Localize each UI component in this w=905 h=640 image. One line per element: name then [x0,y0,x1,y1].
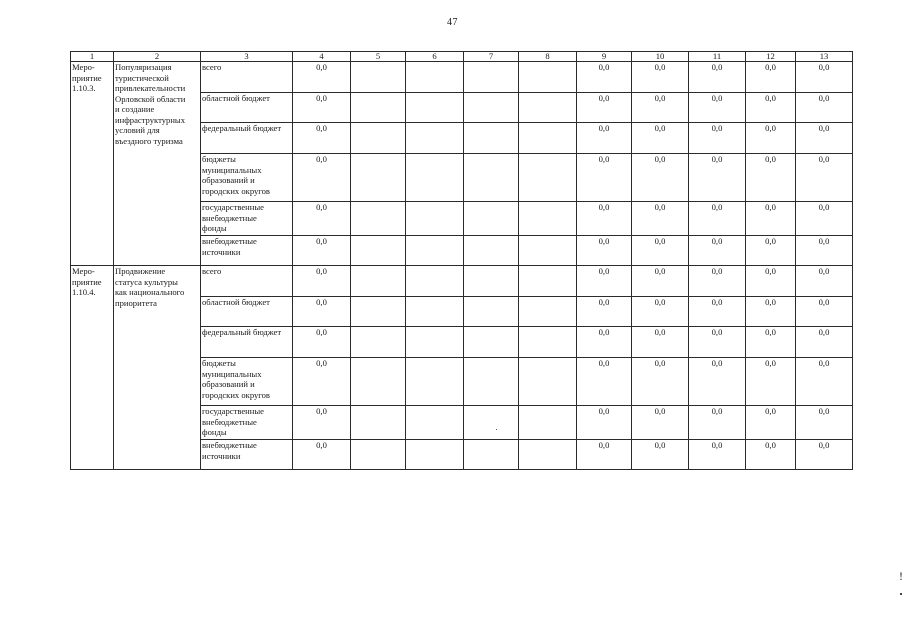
empty-cell [351,266,406,297]
value-cell: 0,0 [293,123,351,154]
funding-source-cell: федеральный бюджет [201,327,293,358]
empty-cell [464,327,519,358]
funding-source-cell: областной бюджет [201,297,293,327]
page-number: 47 [447,17,458,28]
value-cell: 0,0 [577,297,632,327]
value-cell: 0,0 [293,62,351,93]
value-cell: 0,0 [689,297,746,327]
header-cell: 11 [689,52,746,62]
value-cell: 0,0 [632,236,689,266]
value-cell: 0,0 [632,62,689,93]
header-cell: 6 [406,52,464,62]
value-cell: 0,0 [632,266,689,297]
value-cell: 0,0 [689,236,746,266]
empty-cell [519,358,577,406]
value-cell: 0,0 [293,202,351,236]
value-cell: 0,0 [689,266,746,297]
funding-source-cell: федеральный бюджет [201,123,293,154]
value-cell: 0,0 [577,327,632,358]
empty-cell [519,327,577,358]
value-cell: 0,0 [796,266,853,297]
empty-cell [351,440,406,470]
value-cell: 0,0 [632,202,689,236]
empty-cell [464,154,519,202]
empty-cell [464,236,519,266]
header-cell: 3 [201,52,293,62]
empty-cell [464,62,519,93]
value-cell: 0,0 [796,202,853,236]
value-cell: 0,0 [293,154,351,202]
value-cell: 0,0 [746,62,796,93]
empty-cell [351,123,406,154]
value-cell: 0,0 [293,266,351,297]
value-cell: 0,0 [689,62,746,93]
value-cell: 0,0 [577,236,632,266]
empty-cell [464,93,519,123]
empty-cell [464,123,519,154]
edge-dot [900,593,902,595]
value-cell: 0,0 [689,406,746,440]
value-cell: 0,0 [746,266,796,297]
value-cell: 0,0 [689,327,746,358]
value-cell: 0,0 [577,358,632,406]
empty-cell [406,440,464,470]
value-cell: 0,0 [577,406,632,440]
empty-cell [406,202,464,236]
funding-source-cell: областной бюджет [201,93,293,123]
empty-cell [406,236,464,266]
empty-cell [351,297,406,327]
value-cell: 0,0 [746,123,796,154]
value-cell: 0,0 [577,123,632,154]
value-cell: 0,0 [293,93,351,123]
empty-cell [519,406,577,440]
funding-source-cell: всего [201,266,293,297]
value-cell: 0,0 [689,93,746,123]
empty-cell [519,236,577,266]
empty-cell [519,62,577,93]
empty-cell [351,406,406,440]
empty-cell [464,297,519,327]
funding-source-cell: всего [201,62,293,93]
header-cell: 12 [746,52,796,62]
empty-cell [406,327,464,358]
value-cell: 0,0 [746,358,796,406]
empty-cell [406,358,464,406]
table-row [71,266,853,297]
empty-cell [519,297,577,327]
value-cell: 0,0 [796,406,853,440]
value-cell: 0,0 [689,440,746,470]
value-cell: 0,0 [293,440,351,470]
empty-cell [406,154,464,202]
funding-source-cell: внебюджетные источники [201,236,293,266]
empty-cell [519,154,577,202]
value-cell: 0,0 [577,266,632,297]
value-cell: 0,0 [577,93,632,123]
empty-cell [464,406,519,440]
header-cell: 2 [114,52,201,62]
value-cell: 0,0 [293,358,351,406]
empty-cell [406,266,464,297]
measure-title-cell: Популяризация туристической привлекательности Орловской области и создание инфраструктурных условий для въездного туризма [114,62,201,266]
empty-cell [351,154,406,202]
funding-source-cell: бюджеты муниципальных образований и городских округов [201,154,293,202]
value-cell: 0,0 [632,358,689,406]
value-cell: 0,0 [293,327,351,358]
value-cell: 0,0 [632,297,689,327]
value-cell: 0,0 [577,440,632,470]
header-cell: 10 [632,52,689,62]
empty-cell [406,297,464,327]
value-cell: 0,0 [689,202,746,236]
value-cell: 0,0 [293,297,351,327]
value-cell: 0,0 [632,440,689,470]
value-cell: 0,0 [796,93,853,123]
value-cell: 0,0 [746,93,796,123]
value-cell: 0,0 [632,406,689,440]
value-cell: 0,0 [746,236,796,266]
budget-table [70,51,853,470]
empty-cell [351,327,406,358]
value-cell: 0,0 [577,202,632,236]
funding-source-cell: внебюджетные источники [201,440,293,470]
value-cell: 0,0 [577,154,632,202]
value-cell: 0,0 [746,440,796,470]
empty-cell [351,358,406,406]
value-cell: 0,0 [796,154,853,202]
value-cell: 0,0 [632,123,689,154]
empty-cell [351,202,406,236]
header-row [71,52,853,62]
empty-cell [519,266,577,297]
value-cell: 0,0 [689,123,746,154]
empty-cell [406,62,464,93]
value-cell: 0,0 [796,62,853,93]
measure-title-cell: Продвижение статуса культуры как национального приоритета [114,266,201,470]
empty-cell [519,123,577,154]
value-cell: 0,0 [746,202,796,236]
value-cell: 0,0 [293,236,351,266]
header-cell: 8 [519,52,577,62]
header-cell: 5 [351,52,406,62]
empty-cell [464,440,519,470]
value-cell: 0,0 [796,297,853,327]
funding-source-cell: государственные внебюджетные фонды [201,202,293,236]
measure-code-cell: Меро- приятие 1.10.3. [71,62,114,266]
empty-cell [519,202,577,236]
header-cell: 4 [293,52,351,62]
empty-cell [519,440,577,470]
empty-cell [406,406,464,440]
value-cell: 0,0 [632,93,689,123]
value-cell: 0,0 [689,358,746,406]
empty-cell [519,93,577,123]
value-cell: 0,0 [689,154,746,202]
value-cell: 0,0 [632,154,689,202]
funding-source-cell: бюджеты муниципальных образований и городских округов [201,358,293,406]
value-cell: 0,0 [632,327,689,358]
empty-cell [464,358,519,406]
header-cell: 13 [796,52,853,62]
edge-mark: ! [899,569,903,583]
header-cell: 7 [464,52,519,62]
funding-source-cell: государственные внебюджетные фонды [201,406,293,440]
measure-code-cell: Меро- приятие 1.10.4. [71,266,114,470]
empty-cell [464,202,519,236]
value-cell: 0,0 [746,297,796,327]
table-row [71,62,853,93]
value-cell: 0,0 [746,154,796,202]
value-cell: 0,0 [746,406,796,440]
value-cell: 0,0 [293,406,351,440]
value-cell: 0,0 [796,358,853,406]
header-cell: 1 [71,52,114,62]
empty-cell [351,236,406,266]
value-cell: 0,0 [577,62,632,93]
header-cell: 9 [577,52,632,62]
value-cell: 0,0 [796,123,853,154]
value-cell: 0,0 [796,327,853,358]
table-body [71,52,853,470]
scan-speck [496,429,497,430]
empty-cell [464,266,519,297]
empty-cell [351,62,406,93]
empty-cell [351,93,406,123]
value-cell: 0,0 [796,236,853,266]
empty-cell [406,123,464,154]
value-cell: 0,0 [796,440,853,470]
empty-cell [406,93,464,123]
value-cell: 0,0 [746,327,796,358]
